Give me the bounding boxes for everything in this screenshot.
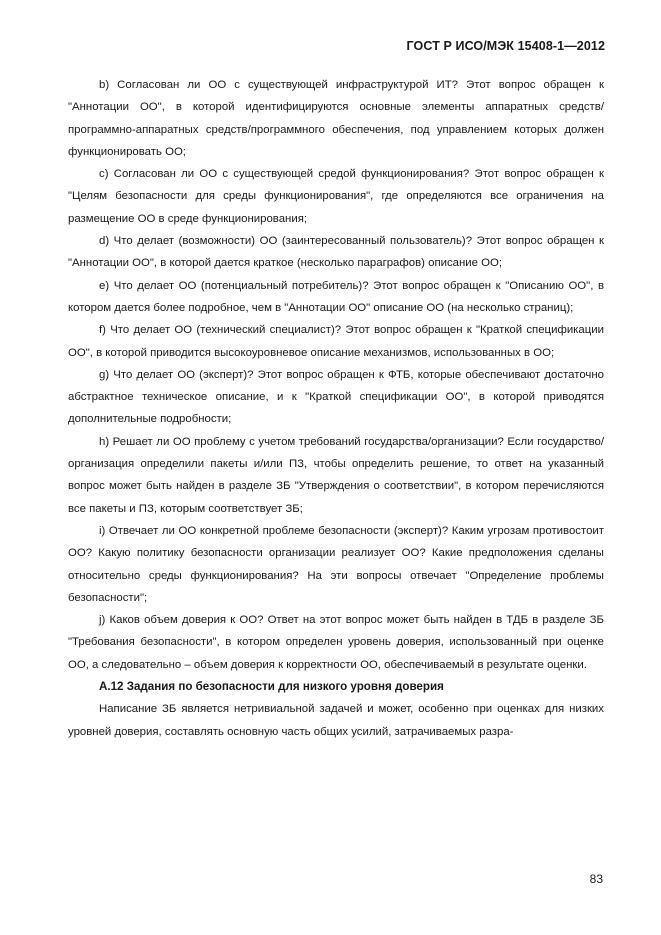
section-heading: А.12 Задания по безопасности для низкого уровня доверия [99, 680, 444, 694]
list-item-i: i) Отвечает ли ОО конкретной проблеме безопасности (эксперт)? Каким угрозам противостоит ОО? Какую политику безопасности организации реализует ОО? Какие предположения сделаны относительно среды функционирования? На эти вопросы отвечает "Определение проблемы безопасности"; [68, 524, 604, 604]
list-item-e: e) Что делает ОО (потенциальный потребитель)? Этот вопрос обращен к "Описанию ОО", в котором дается более подробное, чем в "Аннотации ОО" описание ОО (на несколько страниц); [68, 279, 604, 314]
list-item-b: b) Согласован ли ОО с существующей инфраструктурой ИТ? Этот вопрос обращен к "Аннотации ОО", в которой идентифицируются основные элементы аппаратных средств/программно-аппаратных средств/программного обеспечения, под управлением которых должен функционировать ОО; [68, 79, 604, 158]
list-item-d: d) Что делает (возможности) ОО (заинтересованный пользователь)? Этот вопрос обращен к "Аннотации ОО", в которой дается краткое (несколько параграфов) описание ОО; [68, 235, 604, 270]
list-item-f: f) Что делает ОО (технический специалист)? Этот вопрос обращен к "Краткой спецификации ОО", в которой приводится высокоуровневое описание механизмов, использованных в ОО; [68, 324, 604, 359]
standard-header: ГОСТ Р ИСО/МЭК 15408-1—2012 [406, 39, 605, 53]
list-item-c: c) Согласован ли ОО с существующей средой функционирования? Этот вопрос обращен к "Целям безопасности для среды функционирования", где определяются все ограничения на размещение ОО в среде функционирования; [68, 168, 604, 225]
page-number: 83 [589, 872, 603, 886]
list-item-h: h) Решает ли ОО проблему с учетом требований государства/организации? Если государство/организация определили пакеты и/или ПЗ, чтобы определить решение, то ответ на указанный вопрос может быть найден в разделе ЗБ "Утверждения о соответствии", в котором перечисляются все пакеты и ПЗ, которым соответствует ЗБ; [68, 435, 604, 515]
section-body: Написание ЗБ является нетривиальной задачей и может, особенно при оценках для низких уровней доверия, составлять основную часть общих усилий, затрачиваемых разра- [68, 703, 604, 738]
list-item-g: g) Что делает ОО (эксперт)? Этот вопрос обращен к ФТБ, которые обеспечивают достаточно абстрактное техническое описание, и к "Краткой спецификации ОО", в которой приводятся дополнительные подробности; [68, 368, 604, 426]
page-content [68, 74, 604, 743]
list-item-j: j) Каков объем доверия к ОО? Ответ на этот вопрос может быть найден в ТДБ в разделе ЗБ "Требования безопасности", в котором определен уровень доверия, использованный при оценке ОО, а следовательно – объем доверия к корректности ОО, обеспечиваемый в результате оценки. [68, 614, 604, 671]
